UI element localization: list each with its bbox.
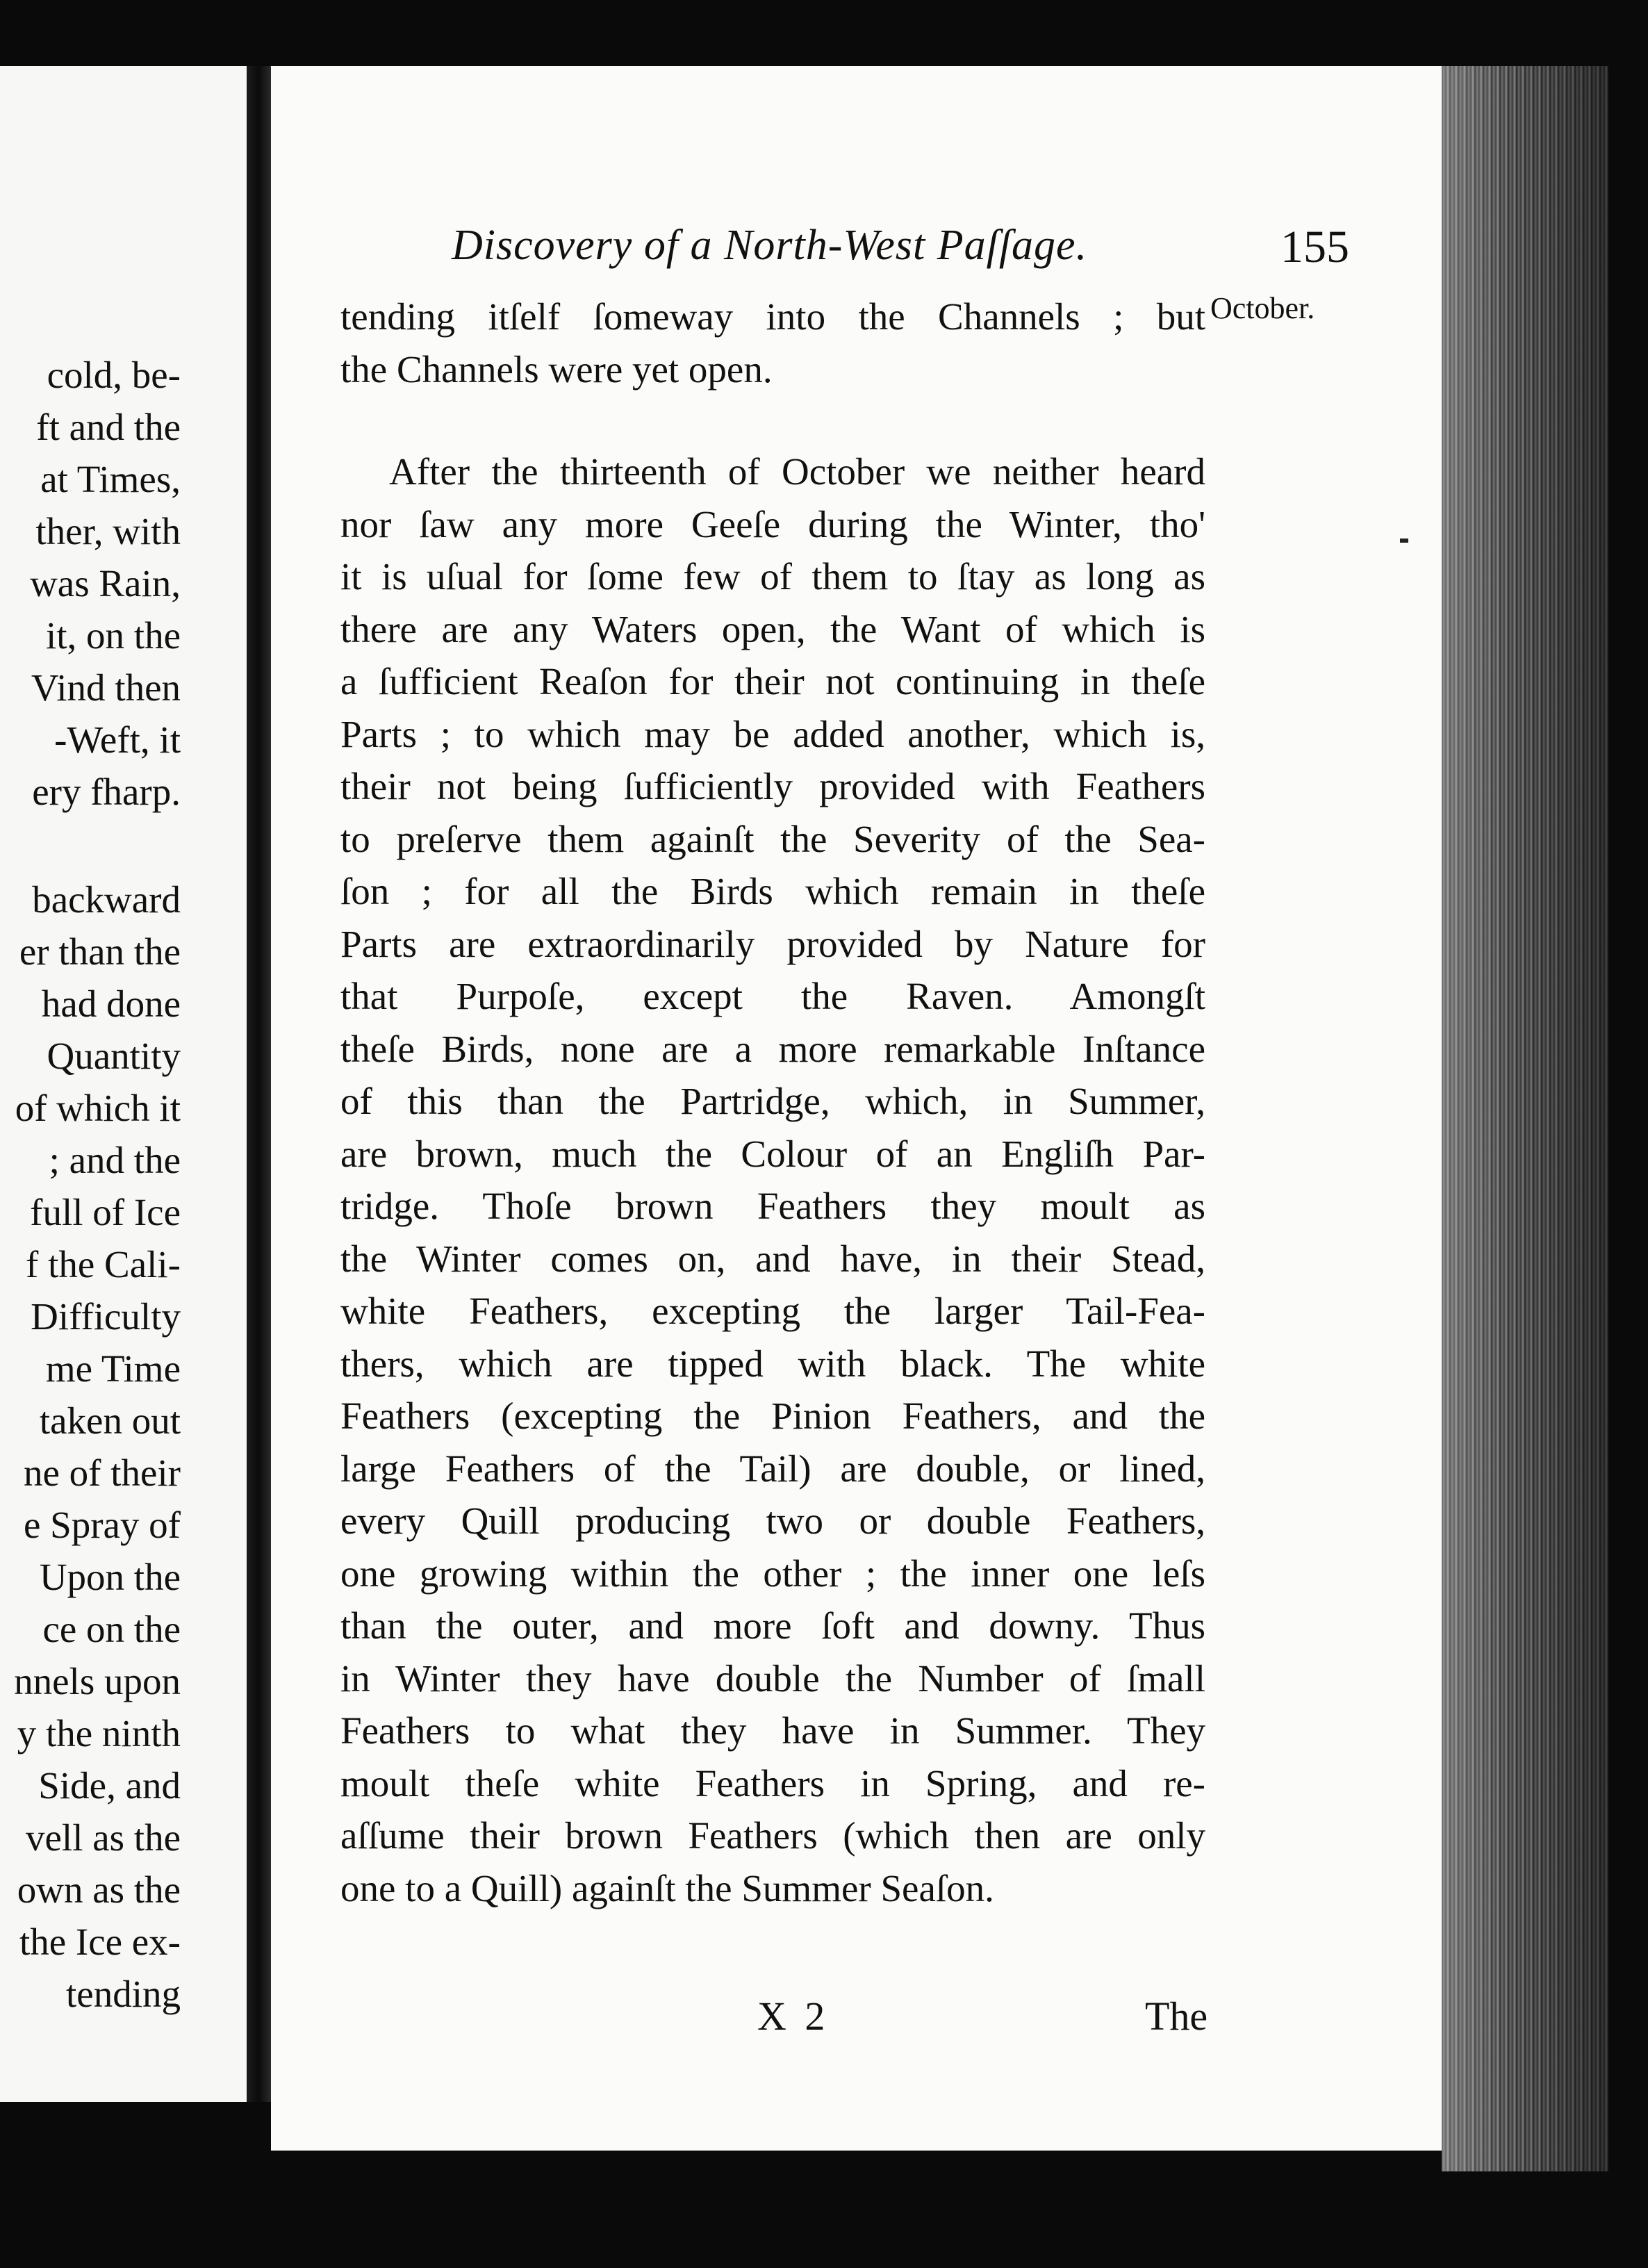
facing-page-line: the Ice ex- [19,1921,181,1963]
text-line: thers, which are tipped with black. The white [340,1342,1205,1385]
facing-page-line: f the Cali- [26,1243,181,1285]
facing-page-line: Side, and [38,1764,181,1807]
facing-page-line: at Times, [40,458,181,500]
facing-page-line: had done [41,983,181,1025]
page-number: 155 [1280,222,1349,272]
facing-page-line: tending [66,1973,181,2015]
facing-page-line: -Weft, it [54,718,181,761]
text-line: Parts are extraordinarily provided by Nature for [340,922,1205,965]
text-line: one to a Quill) againſt the Summer Seaſon. [340,1866,994,1909]
facing-page-line: full of Ice [30,1191,181,1233]
text-line: it is uſual for ſome few of them to ſtay as long as [340,555,1205,598]
facing-page-line: was Rain, [30,562,181,605]
text-line: tending itſelf ſomeway into the Channels ; but [340,295,1205,338]
paragraph-gap [340,395,1205,445]
facing-page-line: ce on the [42,1608,181,1650]
text-line: moult theſe white Feathers in Spring, and re- [340,1761,1205,1805]
facing-page-line: of which it [15,1087,181,1129]
facing-page-line: vell as the [26,1816,181,1859]
facing-page-line: cold, be- [47,354,181,396]
text-line: are brown, much the Colour of an Engliſh Par- [340,1132,1205,1175]
facing-page-line: nnels upon [14,1660,181,1702]
text-line: a ſufficient Reaſon for their not continuing in theſe [340,660,1205,702]
text-line: their not being ſufficiently provided with Feathers [340,765,1205,807]
text-line: of this than the Partridge, which, in Summer, [340,1080,1205,1122]
facing-page-line: Vind then [31,666,181,709]
text-line: every Quill producing two or double Feathers, [340,1499,1205,1542]
facing-page-line: Quantity [47,1035,181,1077]
text-line: aſſume their brown Feathers (which then are only [340,1814,1205,1857]
paragraph-1 [340,290,1205,395]
catchword: The [1145,1994,1208,2039]
text-line: theſe Birds, none are a more remarkable Inſtance [340,1027,1205,1070]
body-text [340,290,1205,1914]
facing-page-line: ; and the [49,1139,181,1181]
facing-page-line: Upon the [39,1556,181,1598]
book-gutter [247,66,271,2102]
signature-mark: X 2 [757,1994,830,2039]
facing-page [0,66,247,2102]
facing-page-line: e Spray of [23,1504,181,1546]
text-line: than the outer, and more ſoft and downy. Thus [340,1604,1205,1647]
facing-page-line: Difficulty [31,1295,181,1338]
text-line: in Winter they have double the Number of ſmall [340,1657,1205,1700]
text-line: nor ſaw any more Geeſe during the Winter, tho' [340,502,1205,545]
margin-note: October. [1210,291,1315,325]
text-line: After the thirteenth of October we neither heard [389,450,1205,493]
facing-page-line: me Time [45,1347,181,1390]
facing-page-line: own as the [17,1868,181,1911]
text-line: that Purpoſe, except the Raven. Amongſt [340,975,1205,1017]
running-title: Discovery of a North-West Paſſage. [452,222,1088,269]
text-line: ſon ; for all the Birds which remain in theſe [340,870,1205,912]
text-line: Feathers (excepting the Pinion Feathers, and the [340,1395,1205,1437]
fore-edge-shade [1442,66,1608,2171]
paragraph-2 [340,445,1205,1914]
facing-page-line: ft and the [36,406,181,448]
facing-page-line: ther, with [35,510,181,552]
text-line: there are any Waters open, the Want of which is [340,607,1205,650]
text-line: Parts ; to which may be added another, which is, [340,712,1205,755]
facing-page-line: backward [32,878,181,921]
margin-mark [1400,539,1408,543]
text-line: Feathers to what they have in Summer. They [340,1709,1205,1752]
text-line: tridge. Thoſe brown Feathers they moult as [340,1185,1205,1227]
facing-page-line: it, on the [45,614,181,657]
facing-page-line: ery fharp. [32,771,181,813]
text-line: large Feathers of the Tail) are double, or lined, [340,1447,1205,1490]
text-line: the Channels were yet open. [340,347,773,391]
text-line: one growing within the other ; the inner one leſs [340,1552,1205,1595]
text-line: white Feathers, excepting the larger Tail-Fea- [340,1290,1205,1332]
facing-page-line: er than the [19,930,181,973]
facing-page-line: ne of their [23,1452,181,1494]
text-line: to preſerve them againſt the Severity of the Sea- [340,817,1205,860]
text-line: the Winter comes on, and have, in their Stead, [340,1237,1205,1280]
facing-page-line: taken out [39,1399,181,1442]
facing-page-line: y the ninth [17,1712,181,1755]
